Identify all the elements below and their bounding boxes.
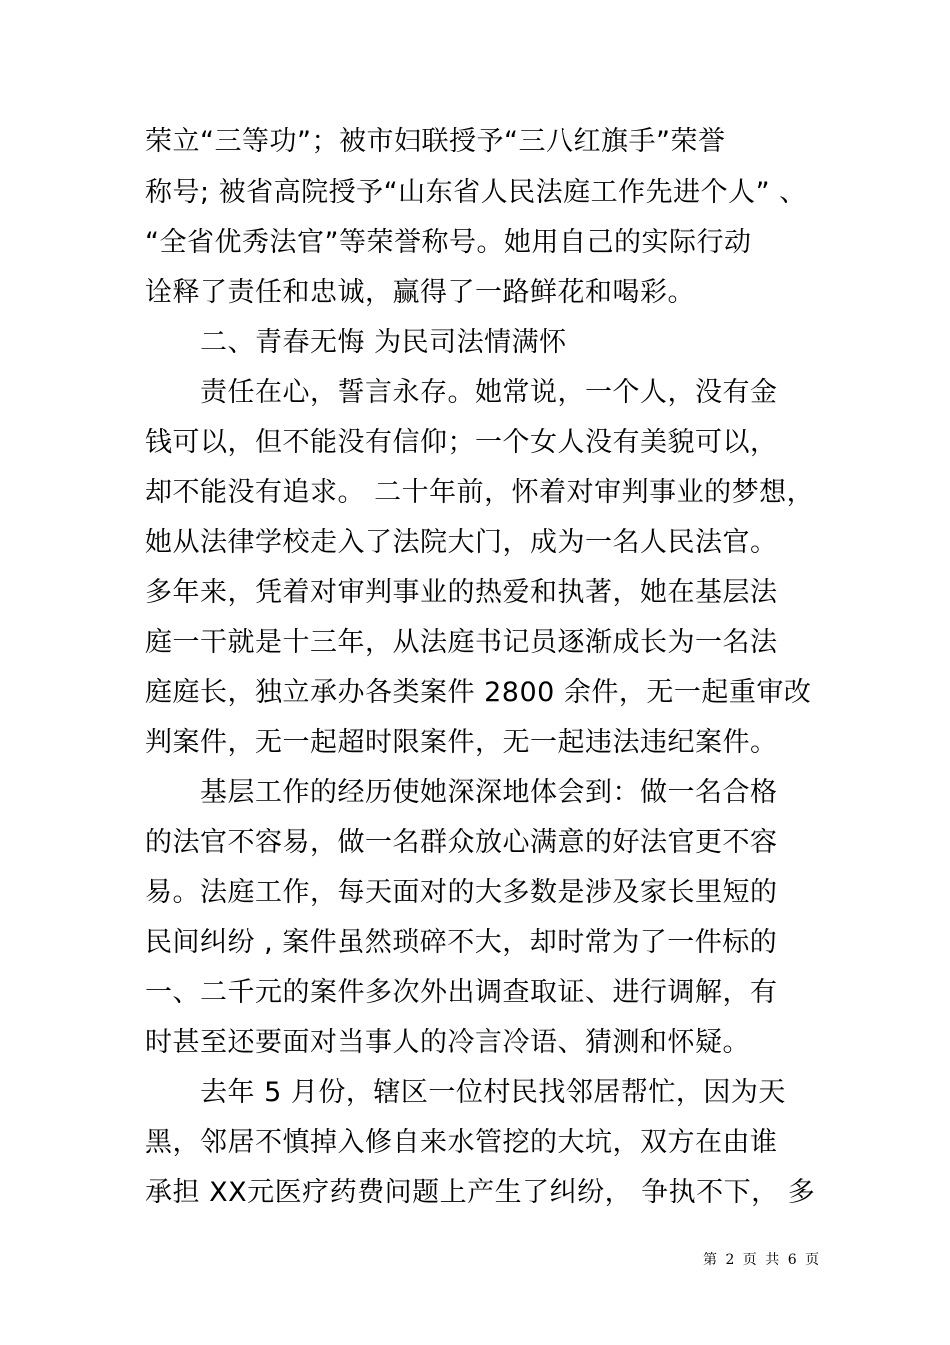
text-line: 多年来，凭着对审判事业的热爱和执著，她在基层法 [145,577,778,608]
text-line: 易。法庭工作，每天面对的大多数是涉及家长里短的 [145,877,778,908]
text-line: 庭庭长，独立承办各类案件 2800 余件，无一起重审改 [145,677,812,708]
text-line: 民间纠纷 , 案件虽然琐碎不大，却时常为了一件标的 [145,927,778,958]
text-line: 的法官不容易，做一名群众放心满意的好法官更不容 [145,827,778,858]
text-line: 荣立“三等功”；被市妇联授予“三八红旗手”荣誉 [145,126,726,157]
page-number-footer: 第 2 页 共 6 页 [703,1252,822,1268]
section-heading: 二、青春无悔 为民司法情满怀 [200,327,567,358]
text-line: 判案件，无一起超时限案件，无一起违法违纪案件。 [145,727,778,758]
text-line: 钱可以，但不能没有信仰；一个女人没有美貌可以， [145,427,778,458]
text-line: 却不能没有追求。 二十年前，怀着对审判事业的梦想， [145,477,815,508]
text-line: 一、二千元的案件多次外出调查取证、进行调解，有 [145,977,778,1008]
text-line: “全省优秀法官”等荣誉称号。她用自己的实际行动 [145,227,752,258]
text-line: 去年 5 月份，辖区一位村民找邻居帮忙，因为天 [200,1077,786,1108]
text-line: 她从法律学校走入了法院大门，成为一名人民法官。 [145,527,778,558]
text-line: 承担 XX元医疗药费问题上产生了纠纷， 争执不下， 多 [145,1177,816,1208]
text-line: 时甚至还要面对当事人的冷言冷语、猜测和怀疑。 [145,1027,750,1058]
text-line: 庭一干就是十三年，从法庭书记员逐渐成长为一名法 [145,627,778,658]
text-line: 基层工作的经历使她深深地体会到：做一名合格 [200,777,778,808]
text-line: 责任在心，誓言永存。她常说，一个人，没有金 [200,377,778,408]
text-line: 黑，邻居不慎掉入修自来水管挖的大坑，双方在由谁 [145,1127,778,1158]
text-line: 诠释了责任和忠诚，赢得了一路鲜花和喝彩。 [145,277,695,308]
text-line: 称号; 被省高院授予“山东省人民法庭工作先进个人” 、 [145,177,807,208]
